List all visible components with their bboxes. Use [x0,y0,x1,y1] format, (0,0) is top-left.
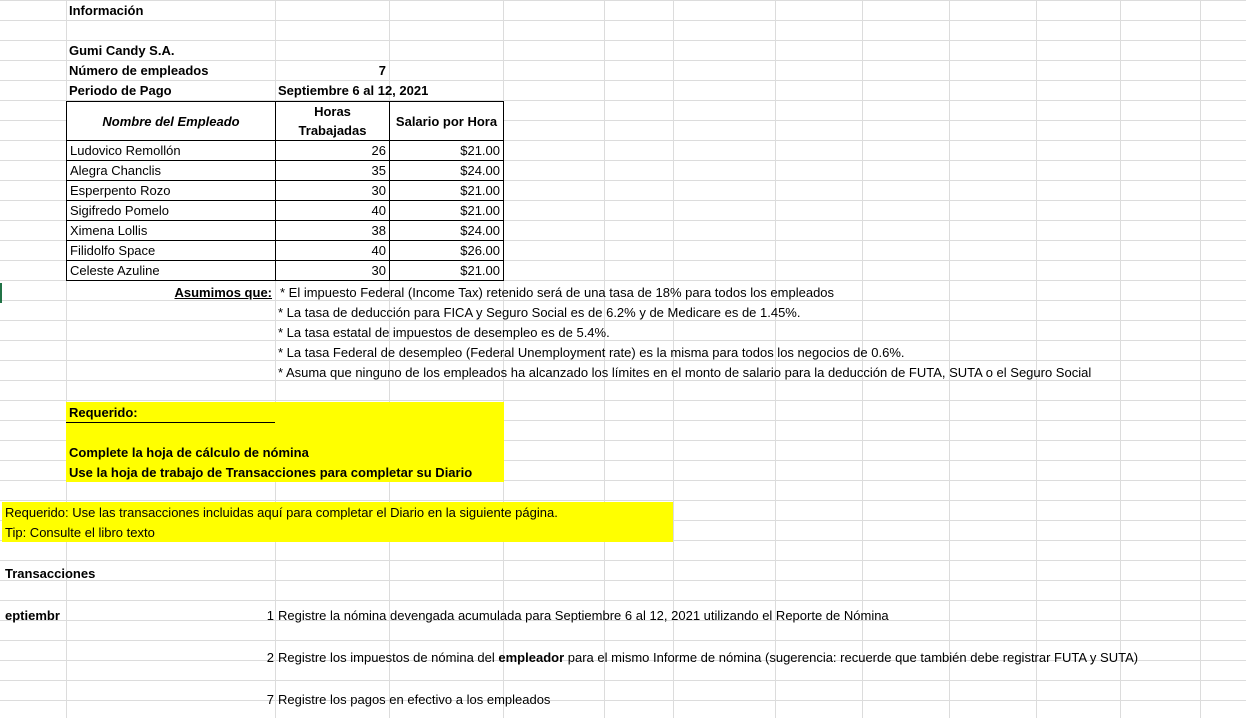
required-item[interactable]: Use la hoja de trabajo de Transacciones para completar su Diario [69,465,473,480]
table-row [67,181,504,201]
table-row [67,221,504,241]
rate-cell[interactable]: $21.00 [390,261,504,281]
employee-name-cell[interactable]: Esperpento Rozo [67,181,276,201]
transaction-text[interactable]: Registre los impuestos de nómina del empleador para el mismo Informe de nómina (sugerencia: recuerde que también debe registrar FUTA y SUTA) [278,650,1139,665]
company-name[interactable]: Gumi Candy S.A. [69,43,175,58]
transaction-day[interactable]: 1 [266,608,274,623]
employee-name-cell[interactable]: Sigifredo Pomelo [67,201,276,221]
required-item[interactable]: Complete la hoja de cálculo de nómina [69,445,309,460]
table-row [67,241,504,261]
required-underline [66,402,275,423]
rate-cell[interactable]: $21.00 [390,201,504,221]
employee-name-cell[interactable]: Ludovico Remollón [67,141,276,161]
transaction-day[interactable]: 7 [266,692,274,707]
employees-label[interactable]: Número de empleados [69,63,209,78]
period-value[interactable]: Septiembre 6 al 12, 2021 [278,83,429,98]
assumption-item[interactable]: * La tasa Federal de desempleo (Federal Unemployment rate) es la misma para todos los negocios de 0.6%. [278,345,905,360]
info-title[interactable]: Información [69,3,144,18]
hours-cell[interactable]: 40 [276,201,390,221]
table-row [67,201,504,221]
required-label[interactable]: Requerido: [69,405,138,420]
assumption-item[interactable]: * Asuma que ninguno de los empleados ha alcanzado los límites en el monto de salario para la deducción de FUTA, SUTA o el Seguro Social [278,365,1092,380]
transaction-text[interactable]: Registre la nómina devengada acumulada para Septiembre 6 al 12, 2021 utilizando el Reporte de Nómina [278,608,889,623]
hours-cell[interactable]: 35 [276,161,390,181]
hours-cell[interactable]: 30 [276,181,390,201]
note-line[interactable]: Tip: Consulte el libro texto [5,525,155,540]
header-hours[interactable]: Horas Trabajadas [276,102,390,141]
employee-name-cell[interactable]: Filidolfo Space [67,241,276,261]
table-row [67,161,504,181]
employee-name-cell[interactable]: Ximena Lollis [67,221,276,241]
rate-cell[interactable]: $21.00 [390,181,504,201]
header-rate[interactable]: Salario por Hora [390,102,504,141]
rate-cell[interactable]: $26.00 [390,241,504,261]
month-cell[interactable]: eptiembr [5,608,60,623]
employee-name-cell[interactable]: Celeste Azuline [67,261,276,281]
employee-table [66,101,504,281]
assumption-item[interactable]: * La tasa estatal de impuestos de desempleo es de 5.4%. [278,325,610,340]
employees-count[interactable]: 7 [378,63,386,78]
employee-name-cell[interactable]: Alegra Chanclis [67,161,276,181]
hours-cell[interactable]: 26 [276,141,390,161]
hours-cell[interactable]: 30 [276,261,390,281]
assumptions-label[interactable]: Asumimos que: [174,285,272,300]
hours-cell[interactable]: 40 [276,241,390,261]
transaction-text[interactable]: Registre los pagos en efectivo a los empleados [278,692,551,707]
assumption-item[interactable]: * La tasa de deducción para FICA y Seguro Social es de 6.2% y de Medicare es de 1.45%. [278,305,801,320]
active-cell-marker [0,283,2,303]
hours-cell[interactable]: 38 [276,221,390,241]
table-row [67,261,504,281]
transactions-title[interactable]: Transacciones [5,566,96,581]
rate-cell[interactable]: $24.00 [390,161,504,181]
rate-cell[interactable]: $21.00 [390,141,504,161]
assumption-item[interactable]: * El impuesto Federal (Income Tax) retenido será de una tasa de 18% para todos los empleados [280,285,835,300]
header-employee-name[interactable]: Nombre del Empleado [67,102,276,141]
transaction-day[interactable]: 2 [266,650,274,665]
note-line[interactable]: Requerido: Use las transacciones incluidas aquí para completar el Diario en la siguiente página. [5,505,558,520]
rate-cell[interactable]: $24.00 [390,221,504,241]
table-row [67,141,504,161]
period-label[interactable]: Periodo de Pago [69,83,172,98]
